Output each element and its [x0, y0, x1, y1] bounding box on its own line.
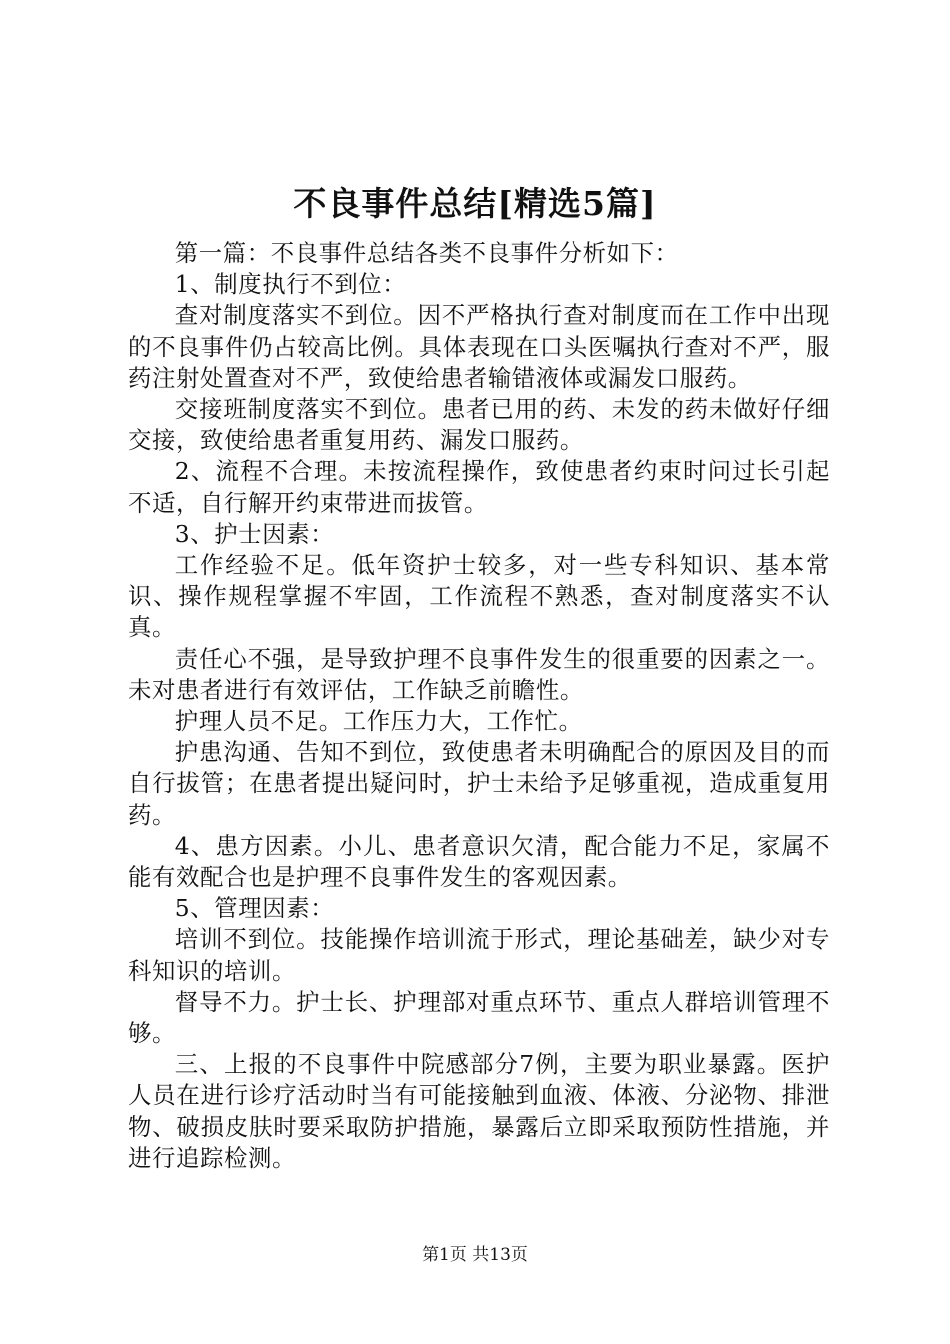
paragraph: 责任心不强，是导致护理不良事件发生的很重要的因素之一。未对患者进行有效评估，工作缺乏前瞻性。	[128, 644, 830, 704]
paragraph: 2、流程不合理。未按流程操作，致使患者约束时问过长引起不适，自行解开约束带进而拔管。	[128, 457, 830, 517]
paragraph: 3、护士因素：	[174, 519, 335, 548]
paragraph: 查对制度落实不到位。因不严格执行查对制度而在工作中出现的不良事件仍占较高比例。具体表现在口头医嘱执行查对不严，服药注射处置查对不严，致使给患者输错液体或漏发口服药。	[128, 301, 830, 392]
paragraph: 5、管理因素：	[174, 894, 335, 923]
paragraph: 1、制度执行不到位：	[174, 270, 407, 299]
paragraph: 护理人员不足。工作压力大，工作忙。	[174, 707, 583, 736]
paragraph: 三、上报的不良事件中院感部分7例，主要为职业暴露。医护人员在进行诊疗活动时当有可能接触到血液、体液、分泌物、排泄物、破损皮肤时要采取防护措施，暴露后立即采取预防性措施，并进行追踪检测。	[128, 1050, 830, 1172]
paragraph: 4、患方因素。小儿、患者意识欠清，配合能力不足，家属不能有效配合也是护理不良事件发生的客观因素。	[128, 831, 830, 892]
paragraph: 工作经验不足。低年资护士较多，对一些专科知识、基本常识、操作规程掌握不牢固，工作流程不熟悉，查对制度落实不认真。	[128, 551, 830, 642]
paragraph: 第一篇：不良事件总结各类不良事件分析如下：	[174, 239, 679, 267]
paragraph: 护患沟通、告知不到位，致使患者未明确配合的原因及目的而自行拔管；在患者提出疑问时，护士未给予足够重视，造成重复用药。	[128, 738, 830, 829]
paragraph: 督导不力。护士长、护理部对重点环节、重点人群培训管理不够。	[128, 987, 830, 1048]
paragraph: 培训不到位。技能操作培训流于形式，理论基础差，缺少对专科知识的培训。	[128, 925, 830, 985]
paragraph: 交接班制度落实不到位。患者已用的药、未发的药未做好仔细交接，致使给患者重复用药、漏发口服药。	[128, 395, 830, 455]
page-footer: 第1页 共13页	[422, 1245, 528, 1265]
document-title: 不良事件总结[精选5篇]	[293, 184, 657, 223]
document-body	[128, 238, 830, 1174]
